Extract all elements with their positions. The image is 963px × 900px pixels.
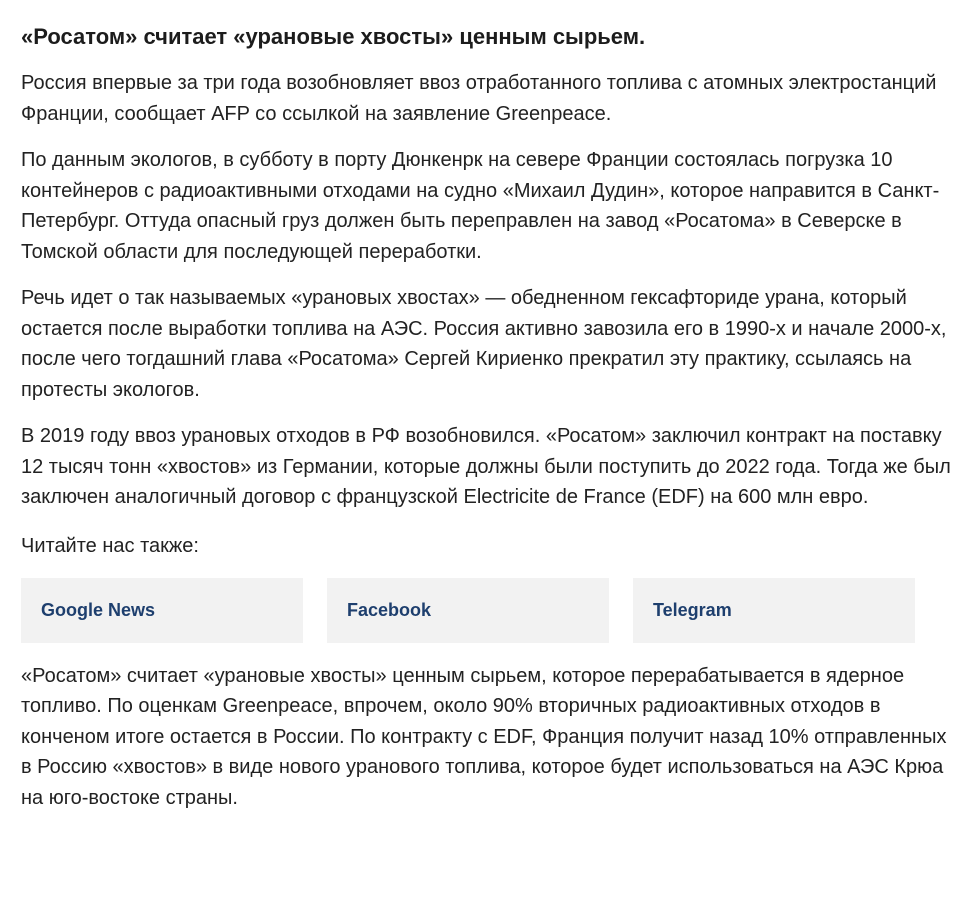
telegram-link-label: Telegram	[653, 599, 732, 620]
google-news-link-label: Google News	[41, 599, 156, 620]
article-paragraph-4: В 2019 году ввоз урановых отходов в РФ возобновился. «Росатом» заключил контракт на поставку 12 тысяч тонн «хвостов» из Германии, которые должны были поступить до 2022 года. Тогда же был заключен аналогичный договор с французской Electricite de France (EDF) на 600 млн евро.	[21, 425, 951, 508]
social-links	[21, 578, 915, 643]
article-headline: «Росатом» считает «урановые хвосты» ценным сырьем.	[21, 24, 646, 49]
read-also-label: Читайте нас также:	[21, 534, 199, 557]
article-paragraph-1: Россия впервые за три года возобновляет ввоз отработанного топлива с атомных электростанций Франции, сообщает AFP со ссылкой на заявление Greenpeace.	[21, 72, 937, 125]
article	[21, 0, 951, 813]
google-news-link[interactable]	[21, 578, 303, 643]
article-paragraph-5: «Росатом» считает «урановые хвосты» ценным сырьем, которое перерабатывается в ядерное топливо. По оценкам Greenpeace, впрочем, около 90% вторичных радиоактивных отходов в конченом итоге остается в России. По контракту с EDF, Франция получит назад 10% отправленных в Россию «хвостов» в виде нового уранового топлива, которое будет использоваться на АЭС Крюа на юго-востоке страны.	[21, 664, 947, 809]
article-paragraph-3: Речь идет о так называемых «урановых хвостах» — обедненном гексафториде урана, который остается после выработки топлива на АЭС. Россия активно завозила его в 1990-х и начале 2000-х, после чего тогдашний глава «Росатома» Сергей Кириенко прекратил эту практику, ссылаясь на протесты экологов.	[21, 287, 947, 401]
facebook-link-label: Facebook	[347, 599, 432, 620]
facebook-link[interactable]	[327, 578, 609, 643]
telegram-link[interactable]	[633, 578, 915, 643]
article-paragraph-2: По данным экологов, в субботу в порту Дюнкенрк на севере Франции состоялась погрузка 10 контейнеров с радиоактивными отходами на судно «Михаил Дудин», которое направится в Санкт-Петербург. Оттуда опасный груз должен быть переправлен на завод «Росатома» в Северске в Томской области для последующей переработки.	[21, 149, 940, 263]
